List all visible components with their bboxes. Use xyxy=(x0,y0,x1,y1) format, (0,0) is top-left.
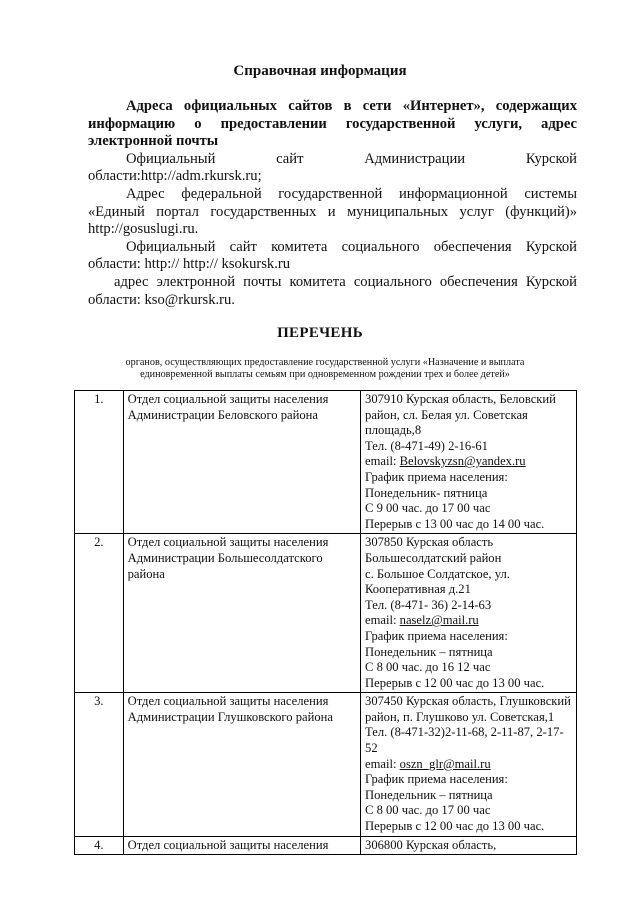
organizations-table xyxy=(74,390,577,855)
address-line: 307850 Курская область xyxy=(365,535,494,550)
schedule-heading: График приема населения: xyxy=(365,628,508,643)
organization-name: Отдел социальной защиты населения Администрации Глушковского района xyxy=(123,693,360,836)
schedule-break: Перерыв с 13 00 час до 14 00 час. xyxy=(365,516,545,531)
table-row xyxy=(75,836,577,855)
email-line xyxy=(365,454,572,470)
row-number: 4. xyxy=(75,836,124,855)
organization-name: Отдел социальной защиты населения xyxy=(123,836,360,855)
intro-paragraph-committee-email: адрес электронной почты комитета социального обеспечения Курской области: kso@rkursk.ru. xyxy=(88,273,577,308)
intro-paragraph-committee-site: Официальный сайт комитета социального обеспечения Курской области: http:// http:// ksokursk.ru xyxy=(88,238,577,273)
email-link[interactable]: Belovskyzsn@yandex.ru xyxy=(399,454,526,469)
address-line: 306800 Курская область, xyxy=(365,837,497,852)
schedule-heading: График приема населения: xyxy=(365,772,508,787)
organization-name: Отдел социальной защиты населения Администрации Большесолдатского района xyxy=(123,534,360,693)
table-row xyxy=(75,693,577,836)
address-line: 307450 Курская область, Глушковский район, п. Глушково ул. Советская,1 xyxy=(365,694,571,724)
row-number: 1. xyxy=(75,391,124,534)
intro-heading: Адреса официальных сайтов в сети «Интернет», содержащих информацию о предоставлении государственной услуги, адрес электронной почты xyxy=(88,98,577,150)
email-prefix: email: xyxy=(365,756,400,771)
phone-line: Тел. (8-471- 36) 2-14-63 xyxy=(365,597,492,612)
schedule-days: Понедельник – пятница xyxy=(365,787,493,802)
email-link[interactable]: oszn_glr@mail.ru xyxy=(399,756,491,771)
table-row xyxy=(75,391,577,534)
organization-contacts xyxy=(361,693,577,836)
email-prefix: email: xyxy=(365,613,400,628)
schedule-hours: С 8 00 час. до 17 00 час xyxy=(365,803,491,818)
address-line: Большесолдатский район xyxy=(365,550,502,565)
address-line: с. Большое Солдатское, ул. Кооперативная д.21 xyxy=(365,566,510,597)
email-prefix: email: xyxy=(365,454,400,469)
organization-contacts xyxy=(361,391,577,534)
row-number: 2. xyxy=(75,534,124,693)
schedule-hours: С 8 00 час. до 16 12 час xyxy=(365,660,491,675)
address-line: 307910 Курская область, Беловский район, сл. Белая ул. Советская площадь,8 xyxy=(365,392,556,438)
email-link[interactable]: naselz@mail.ru xyxy=(399,613,479,628)
email-line xyxy=(365,757,572,773)
phone-line: Тел. (8-471-49) 2-16-61 xyxy=(365,438,488,453)
email-line xyxy=(365,613,572,629)
row-number: 3. xyxy=(75,693,124,836)
list-subtitle: органов, осуществляющих предоставление государственной услуги «Назначение и выплата единовременной выплаты семьям при одновременном рождении трех и более детей» xyxy=(125,357,525,380)
page-title: Справочная информация xyxy=(233,63,407,79)
schedule-days: Понедельник- пятница xyxy=(365,485,488,500)
organization-name: Отдел социальной защиты населения Администрации Беловского района xyxy=(123,391,360,534)
list-title: ПЕРЕЧЕНЬ xyxy=(277,325,363,341)
schedule-days: Понедельник – пятница xyxy=(365,644,493,659)
schedule-hours: С 9 00 час. до 17 00 час xyxy=(365,501,491,516)
organization-contacts xyxy=(361,534,577,693)
intro-paragraph-admin-site: Официальный сайт Администрации Курской области:http://adm.rkursk.ru; xyxy=(88,150,577,185)
table-row xyxy=(75,534,577,693)
organization-contacts xyxy=(361,836,577,855)
schedule-heading: График приема населения: xyxy=(365,469,508,484)
phone-line: Тел. (8-471-32)2-11-68, 2-11-87, 2-17-52 xyxy=(365,725,564,756)
intro-section xyxy=(88,98,577,309)
schedule-break: Перерыв с 12 00 час до 13 00 час. xyxy=(365,819,545,834)
schedule-break: Перерыв с 12 00 час до 13 00 час. xyxy=(365,675,545,690)
intro-paragraph-gosuslugi: Адрес федеральной государственной информационной системы «Единый портал государственных и муниципальных услуг (функций)» http://gosuslugi.ru. xyxy=(88,185,577,238)
